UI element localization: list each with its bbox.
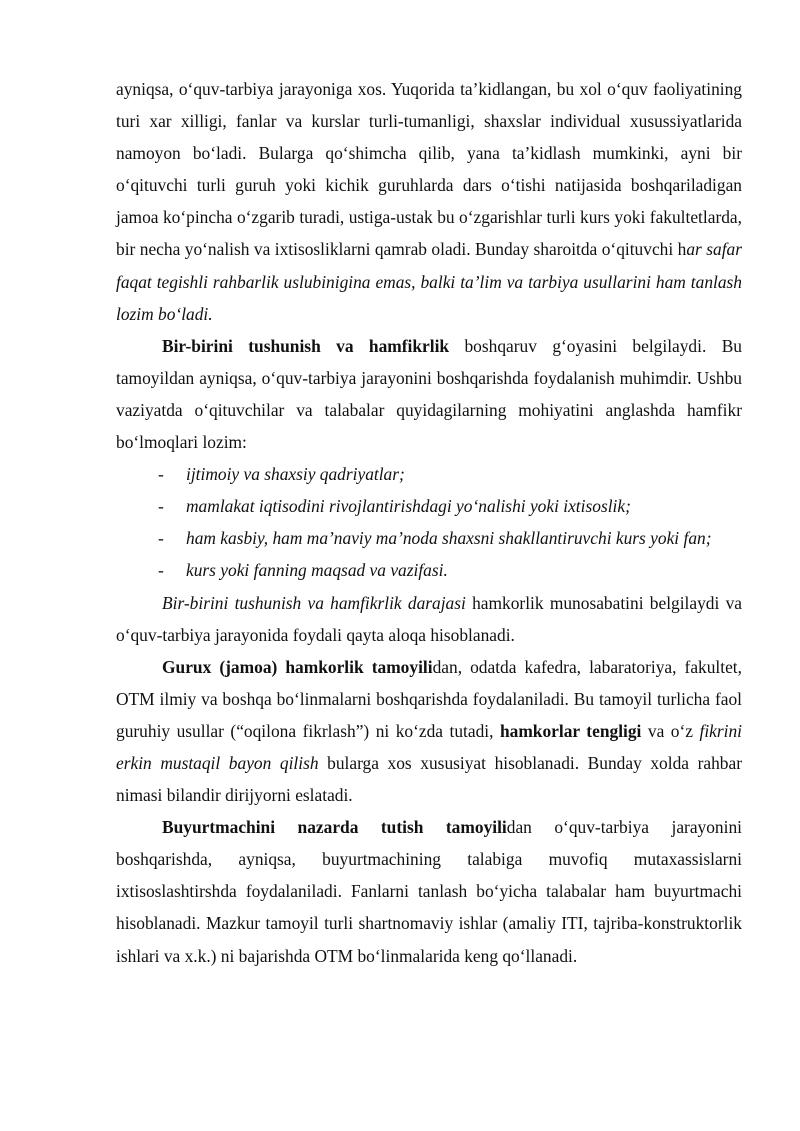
bullet-dash: - [158, 496, 164, 517]
paragraph-group-cooperation [116, 651, 742, 811]
italic-term: Bir-birini tushunish va hamfikrlik darajasi [162, 592, 466, 613]
list-item [116, 522, 742, 554]
paragraph-mutual-understanding [116, 330, 742, 458]
paragraph-text: bularga xos xususiyat hisoblanadi. Bunday xolda rahbar nimasi bilandir dirijyorni eslatadi. [116, 752, 742, 806]
paragraph-text: boshqaruv g‘oyasini belgilaydi. Bu tamoyildan ayniqsa, o‘quv-tarbiya jarayonini boshqarishda foydalanish muhimdir. Ushbu vaziyatda o‘qituvchilar va talabalar quyidagilarning mohiyatini anglashda hamfikr bo‘lmoqlari lozim: [116, 335, 742, 453]
paragraph-customer-principle [116, 811, 742, 971]
bold-term: Bir-birini tushunish va hamfikrlik [162, 335, 450, 356]
paragraph-text: ayniqsa, o‘quv-tarbiya jarayoniga xos. Yuqorida ta’kidlangan, bu xol o‘quv faoliyatining turi xar xilligi, fanlar va kurslar turli-tumanligi, shaxslar individual xusussiyatlarida namoyon bo‘ladi. Bularga qo‘shimcha qilib, yana ta’kidlash mumkinki, ayni bir o‘qituvchi turli guruh yoki kichik guruhlarda dars o‘tishi natijasida boshqariladigan jamoa ko‘pincha o‘zgarib turadi, ustiga-ustak bu o‘zgarishlar turli kurs yoki fakultetlarda, bir necha yo‘nalish va ixtisosliklarni qamrab oladi. Bunday sharoitda o‘qituvchi h [116, 79, 742, 260]
list-item-text: kurs yoki fanning maqsad va vazifasi. [186, 560, 448, 581]
italic-text: fikrini erkin mustaqil bayon qilish [116, 720, 742, 773]
paragraph-text: va o‘z [641, 720, 700, 741]
paragraph-intro [116, 73, 742, 330]
list-item [116, 490, 742, 522]
paragraph-text: dan o‘quv-tarbiya jarayonini boshqarishda, ayniqsa, buyurtmachining talabiga muvofiq mutaxassislarni ixtisoslashtirshda foydalaniladi. Fanlarni tanlash bo‘yicha talabalar ham buyurtmachi hisoblanadi. Mazkur tamoyil turli shartnomaviy ishlar (amaliy ITI, tajriba-konstruktorlik ishlari va x.k.) ni bajarishda OTM bo‘linmalarida keng qo‘llanadi. [116, 817, 742, 966]
bold-term: hamkorlar tengligi [499, 720, 642, 741]
paragraph-understanding-level [116, 587, 742, 651]
bullet-list [116, 458, 742, 586]
list-item-text: mamlakat iqtisodini rivojlantirishdagi yo‘nalishi yoki ixtisoslik; [186, 496, 631, 517]
list-item-text: ham kasbiy, ham ma’naviy ma’noda shaxsni shakllantiruvchi kurs yoki fan; [186, 528, 712, 549]
paragraph-text: dan, odatda kafedra, labaratoriya, fakultet, OTM ilmiy va boshqa bo‘linmalarni boshqarishda foydalaniladi. Bu tamoyil turlicha faol guruhiy usullar (“oqilona fikrlash”) ni ko‘zda tutadi, [116, 656, 742, 741]
bold-term: Buyurtmachini nazarda tutish tamoyili [162, 817, 507, 838]
bullet-dash: - [158, 464, 164, 485]
bullet-dash: - [158, 528, 164, 549]
list-item [116, 554, 742, 586]
italic-text: ar safar faqat tegishli rahbarlik uslubinigina emas, balki ta’lim va tarbiya usullarini ham tanlash lozim bo‘ladi. [116, 239, 742, 324]
list-item [116, 458, 742, 490]
list-item-text: ijtimoiy va shaxsiy qadriyatlar; [186, 464, 405, 485]
bold-term: Gurux (jamoa) hamkorlik tamoyili [162, 656, 433, 677]
bullet-dash: - [158, 560, 164, 581]
paragraph-text: hamkorlik munosabatini belgilaydi va o‘quv-tarbiya jarayonida foydali qayta aloqa hisoblanadi. [116, 592, 742, 645]
